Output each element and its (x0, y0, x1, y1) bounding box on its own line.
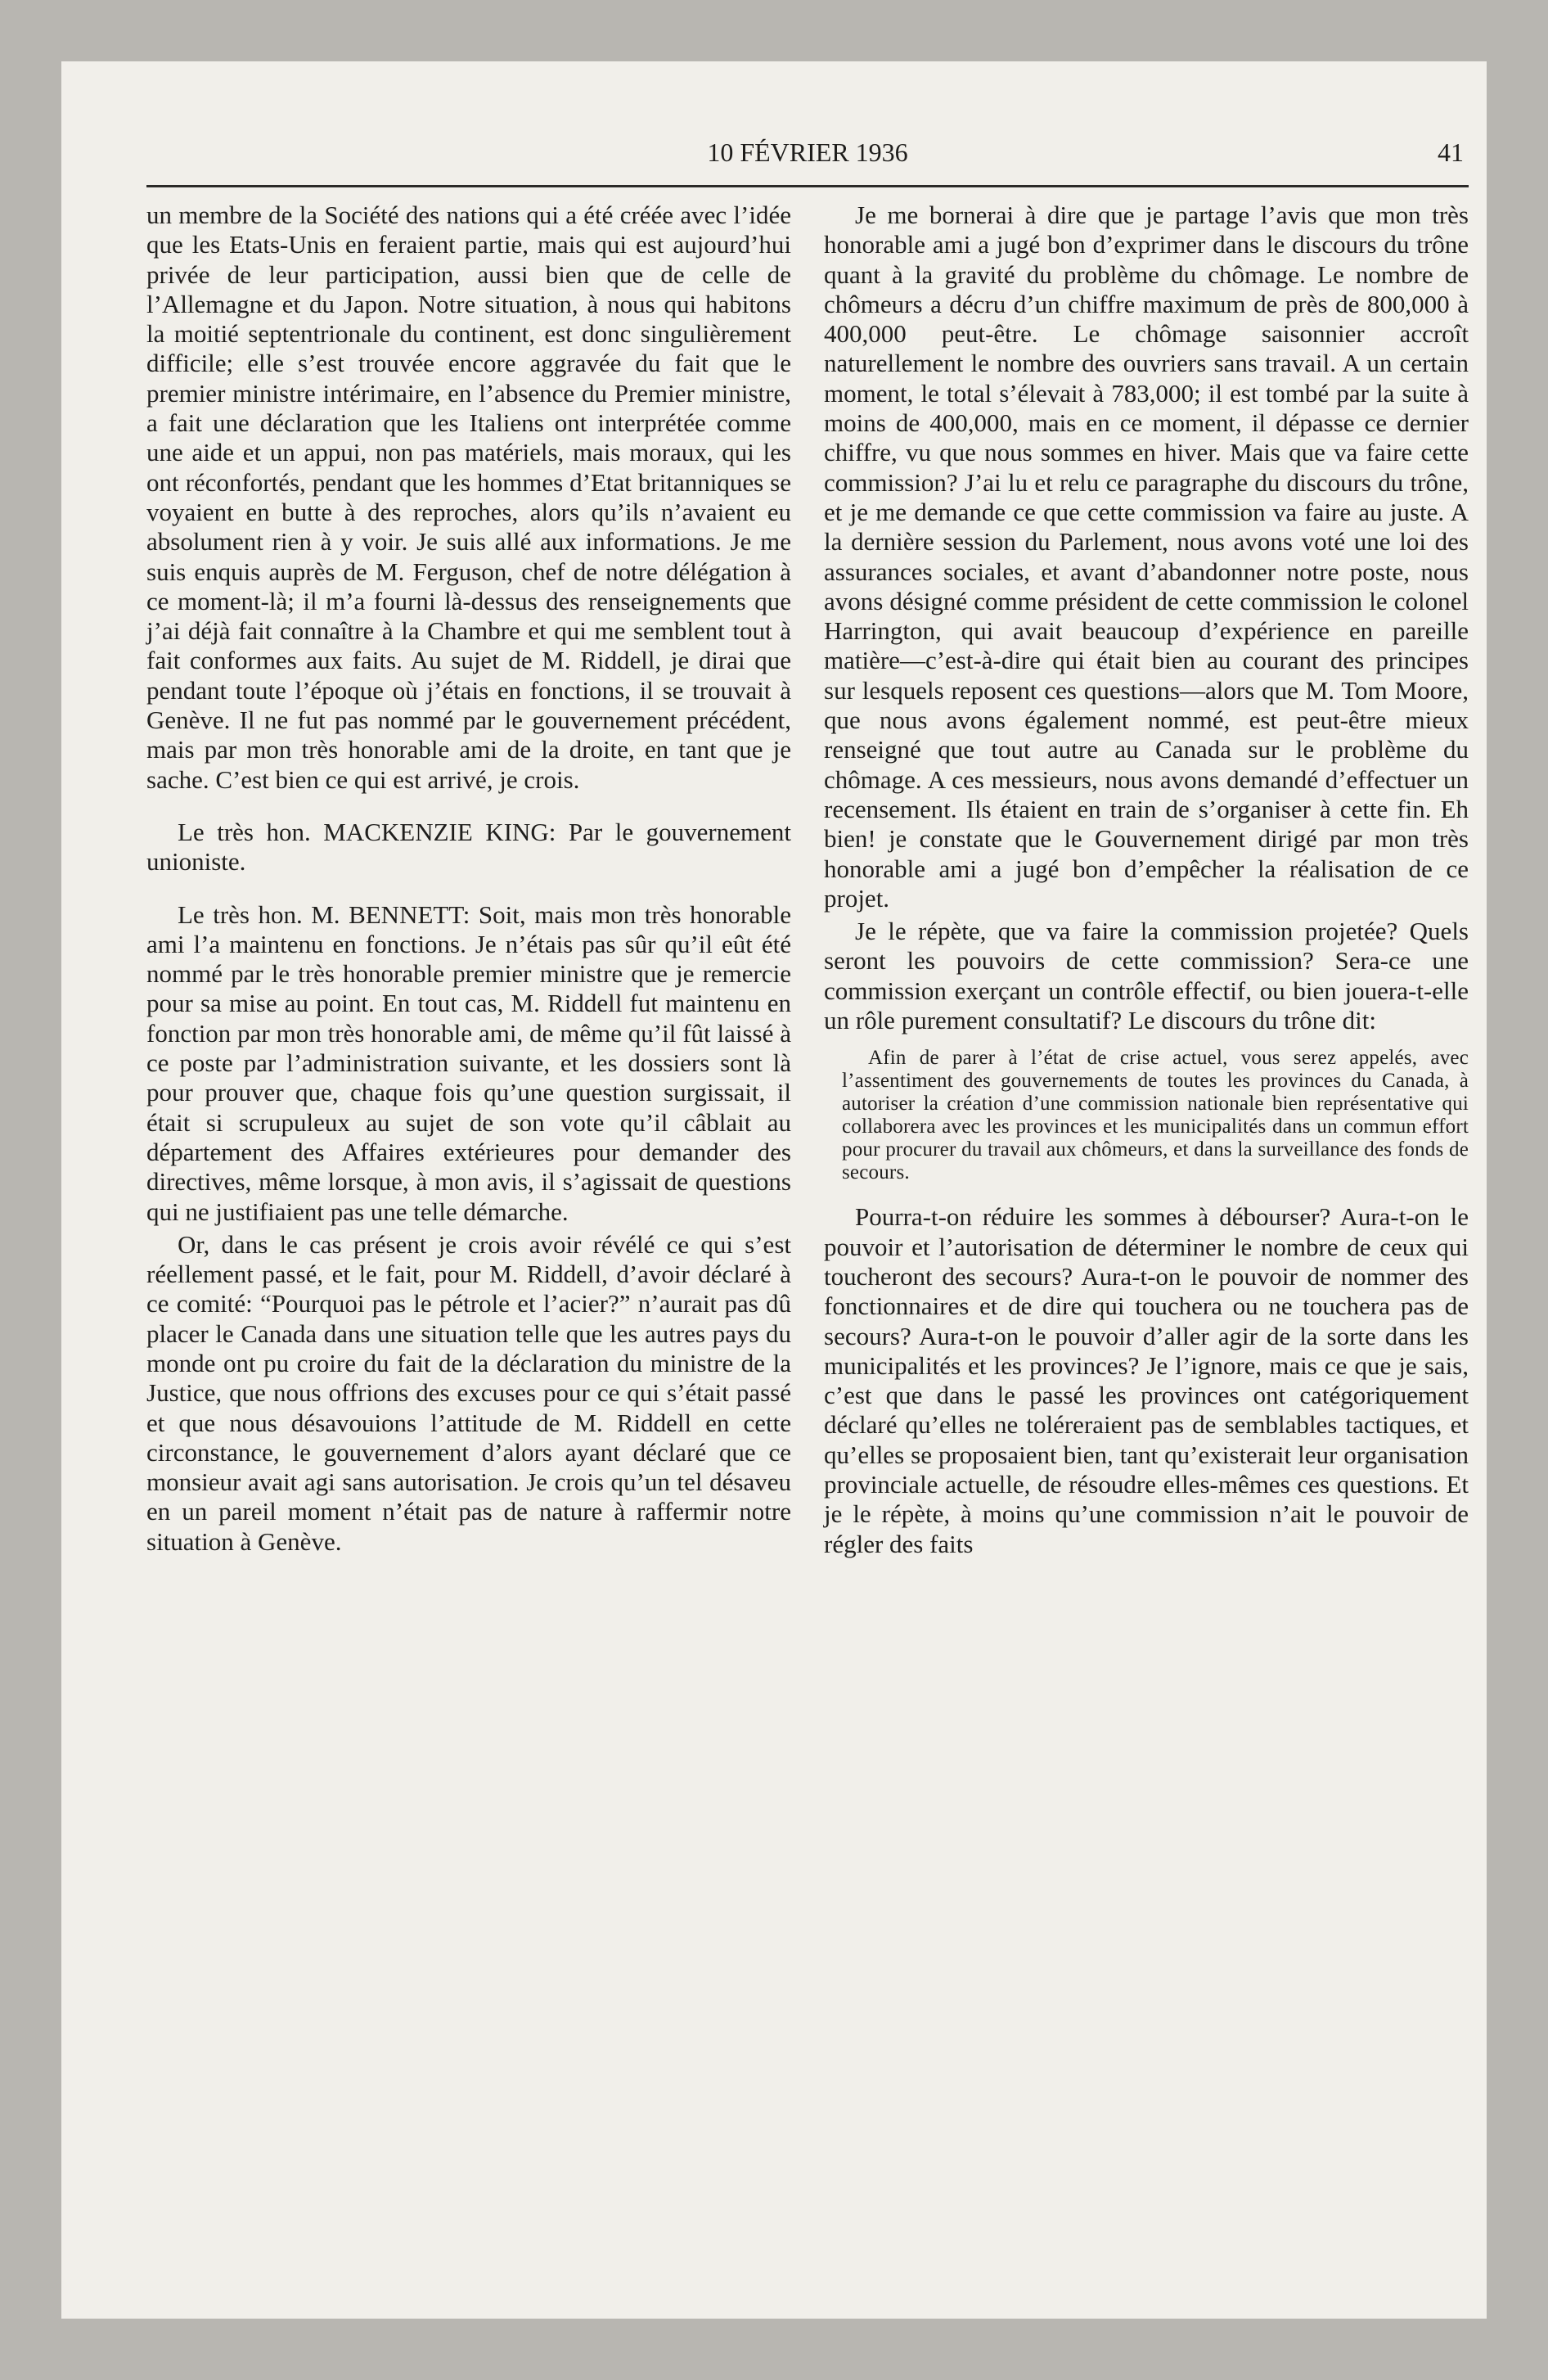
paragraph-unemployment: Je me bornerai à dire que je partage l’avis que mon très honorable ami a jugé bon d’exprimer dans le discours du trône quant à la gravité du problème du chômage. Le nombre de chômeurs a décru d’un chiffre maximum de près de 800,000 à 400,000 peut-être. Le chômage saisonnier accroît naturellement le nombre des ouvriers sans travail. A un certain moment, le total s’élevait à 783,000; il est tombé par la suite à moins de 400,000, mais en ce moment, il dépasse ce dernier chiffre, vu que nous sommes en hiver. Mais que va faire cette commission? J’ai lu et relu ce paragraphe du discours du trône, et je me demande ce que cette commission va faire au juste. A la dernière session du Parlement, nous avons voté une loi des assurances sociales, et avant d’abandonner notre poste, nous avons désigné comme président de cette commission le colonel Harrington, qui avait beaucoup d’expérience en pareille matière—c’est-à-dire qui était bien au courant des principes sur lesquels reposent ces questions—alors que M. Tom Moore, que nous avons également nommé, est peut-être mieux renseigné que tout autre au Canada sur le problème du chômage. A ces messieurs, nous avons demandé d’effectuer un recensement. Ils étaient en train de s’organiser à cette fin. Eh bien! je constate que le Gouvernement dirigé par mon très honorable ami a jugé bon d’empêcher la réalisation de ce projet. (824, 201, 1469, 913)
throne-speech-quotation: Afin de parer à l’état de crise actuel, vous serez appelés, avec l’assentiment des gouvernements de toutes les provinces du Canada, à autoriser la création d’une commission nationale bien représentative qui collaborera avec les provinces et les municipalités dans un commun effort pour procurer du travail aux chômeurs, et dans la surveillance des fonds de secours. (842, 1047, 1469, 1184)
left-column (146, 201, 791, 1557)
page-sheet (61, 61, 1487, 2319)
running-head-date: 10 FÉVRIER 1936 (707, 137, 908, 167)
paragraph-king-interjection: Le très hon. MACKENZIE KING: Par le gouvernement unioniste. (146, 817, 791, 877)
paragraph-relief-powers: Pourra-t-on réduire les sommes à débourser? Aura-t-on le pouvoir et l’autorisation de déterminer le nombre de ceux qui toucheront des secours? Aura-t-on le pouvoir de nommer des fonctionnaires et de dire qui touchera ou ne touchera pas de secours? Aura-t-on le pouvoir d’aller agir de la sorte dans les municipalités et les provinces? Je l’ignore, mais ce que je sais, c’est que dans le passé les provinces ont catégoriquement déclaré qu’elles ne toléreraient pas de semblables tactiques, et qu’elles se proposaient bien, tant qu’existerait leur organisation provinciale actuelle, de résoudre elles-mêmes ces questions. Et je le répète, à moins qu’une commission n’ait le pouvoir de régler des faits (824, 1202, 1469, 1558)
page-number: 41 (1438, 137, 1464, 167)
paragraph-commission-questions: Je le répète, que va faire la commission projetée? Quels seront les pouvoirs de cette commission? Sera-ce une commission exerçant un contrôle effectif, ou bien jouera-t-elle un rôle purement consultatif? Le discours du trône dit: (824, 917, 1469, 1035)
paragraph-riddell-conclusion: Or, dans le cas présent je crois avoir révélé ce qui s’est réellement passé, et le fait, pour M. Riddell, d’avoir déclaré à ce comité: “Pourquoi pas le pétrole et l’acier?” n’aurait pas dû placer le Canada dans une situation telle que les autres pays du monde ont pu croire du fait de la déclaration du ministre de la Justice, que nous offrions des excuses pour ce qui s’était passé et que nous désavouions l’attitude de M. Riddell en cette circonstance, le gouvernement d’alors ayant déclaré que ce monsieur avait agi sans autorisation. Je crois qu’un tel désaveu en un pareil moment n’était pas de nature à raffermir notre situation à Genève. (146, 1229, 791, 1556)
paragraph-bennett-reply: Le très hon. M. BENNETT: Soit, mais mon très honorable ami l’a maintenu en fonctions. Je n’étais pas sûr qu’il eût été nommé par le très honorable premier ministre que je remercie pour sa mise au point. En tout cas, M. Riddell fut maintenu en fonction par mon très honorable ami, de même qu’il fût laissé à ce poste par l’administration suivante, et les dossiers sont là pour prouver que, chaque fois qu’une question surgissait, il était si scrupuleux au sujet de son vote qu’il câblait au département des Affaires extérieures pour demander des directives, même lorsque, à mon avis, il s’agissait de questions qui ne justifiaient pas une telle démarche. (146, 899, 791, 1226)
paragraph-continuation: un membre de la Société des nations qui a été créée avec l’idée que les Etats-Unis en feraient partie, mais qui est aujourd’hui privée de leur participation, aussi bien que de celle de l’Allemagne et du Japon. Notre situation, à nous qui habitons la moitié septentrionale du continent, est donc singulièrement difficile; elle s’est trouvée encore aggravée du fait que le premier ministre intérimaire, en l’absence du Premier ministre, a fait une déclaration que les Italiens ont interprétée comme une aide et un appui, non pas matériels, mais moraux, qui les ont réconfortés, pendant que les hommes d’Etat britanniques se voyaient en butte à des reproches, alors qu’ils n’avaient eu absolument rien à y voir. Je suis allé aux informations. Je me suis enquis auprès de M. Ferguson, chef de notre délégation à ce moment-là; il m’a fourni là-dessus des renseignements que j’ai déjà fait connaître à la Chambre et qui me semblent tout à fait conformes aux faits. Au sujet de M. Riddell, je dirai que pendant toute l’époque où j’étais en fonctions, il se trouvait à Genève. Il ne fut pas nommé par le gouvernement précédent, mais par mon très honorable ami de la droite, en tant que je sache. C’est bien ce qui est arrivé, je crois. (146, 201, 791, 794)
page-header (146, 131, 1469, 187)
right-column (824, 201, 1469, 1559)
